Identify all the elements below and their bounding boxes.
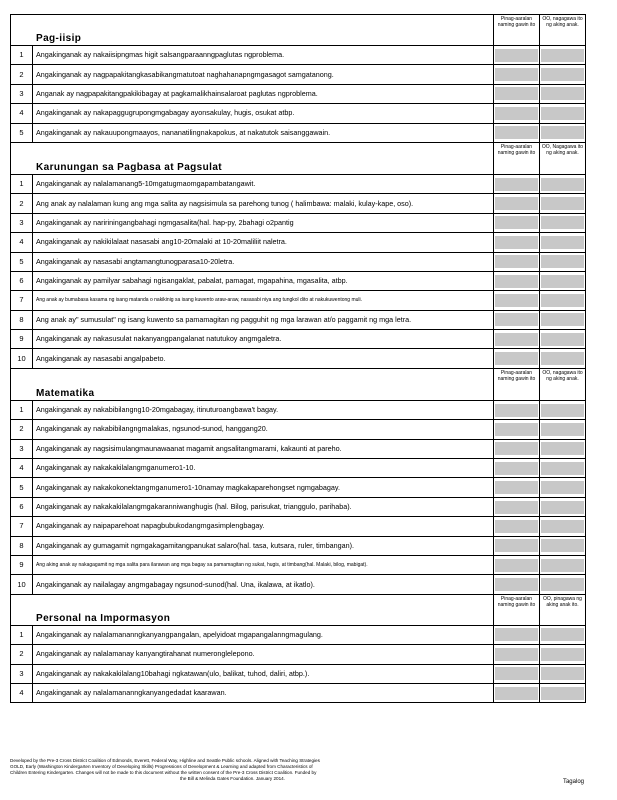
checkbox-learning[interactable] <box>494 65 540 84</box>
column-header-yes: OO, pinagawa ng aking anak ito. <box>540 594 586 625</box>
checklist-row <box>11 478 586 497</box>
checkbox-learning[interactable] <box>494 330 540 349</box>
checklist-row <box>11 123 586 142</box>
item-number: 1 <box>11 400 33 419</box>
item-text: Angakinganak ay nalalamanang5-10mgatugmaomgapambatangawit. <box>33 174 494 193</box>
checkbox-learning[interactable] <box>494 420 540 439</box>
checkbox-learning[interactable] <box>494 252 540 271</box>
item-number: 1 <box>11 625 33 644</box>
checkbox-learning[interactable] <box>494 459 540 478</box>
checkbox-learning[interactable] <box>494 497 540 516</box>
checkbox-learning[interactable] <box>494 555 540 574</box>
item-number: 3 <box>11 439 33 458</box>
checkbox-learning[interactable] <box>494 664 540 683</box>
footer-line-2: GOLD, Early (Washington Kindergarten Inventory of Developing Skills) Progressions of Development & Learning and adapted from Characteristics of <box>10 764 313 769</box>
checklist-row <box>11 683 586 702</box>
checkbox-yes[interactable] <box>540 330 586 349</box>
column-header-learning: Pinag-aaralan naming gawin ito <box>494 594 540 625</box>
column-header-yes: OO, nagagawa ito ng aking anak. <box>540 15 586 46</box>
checkbox-learning[interactable] <box>494 310 540 329</box>
checkbox-yes[interactable] <box>540 65 586 84</box>
checkbox-yes[interactable] <box>540 459 586 478</box>
checklist-row <box>11 233 586 252</box>
checkbox-learning[interactable] <box>494 400 540 419</box>
item-text: Angakinganak ay pamilyar sabahagi ngisangaklat, pabalat, pamagat, mgapahina, mgasalita, atbp. <box>33 271 494 290</box>
checklist-row <box>11 330 586 349</box>
checkbox-yes[interactable] <box>540 252 586 271</box>
checkbox-learning[interactable] <box>494 536 540 555</box>
item-number: 9 <box>11 330 33 349</box>
checklist-row <box>11 625 586 644</box>
checklist-row <box>11 575 586 594</box>
checkbox-learning[interactable] <box>494 233 540 252</box>
checklist-table <box>10 14 586 703</box>
checklist-row <box>11 645 586 664</box>
item-text: Angakinganak ay nakabibilangng10-20mgabagay, itinuturoangbawa't bagay. <box>33 400 494 419</box>
item-number: 8 <box>11 310 33 329</box>
footer-line-1: Developed by the Pre-3 Cross District Coalition of Edmonds, Everett, Federal Way, Highline and Seattle Public schools. Aligned with Teaching Strategies <box>10 758 320 763</box>
checklist-row <box>11 420 586 439</box>
item-text: Angakinganak ay nagsisimulangmaunawaanat magamit angsalitangmarami, kakaunti at pareho. <box>33 439 494 458</box>
checkbox-learning[interactable] <box>494 104 540 123</box>
item-text: Ang aking anak ay nakagagamit ng mga salita para ilarawan ang mga bagay sa pamamagitan ng sukat, hugis, at timbang(hal. Malaki, bilog, mabigat). <box>33 555 494 574</box>
checkbox-learning[interactable] <box>494 174 540 193</box>
checkbox-yes[interactable] <box>540 291 586 310</box>
checklist-row <box>11 310 586 329</box>
item-text: Anganak ay nagpapakitangpakikibagay at pagkamalikhainsalaroat paglutas ngproblema. <box>33 84 494 103</box>
item-number: 4 <box>11 459 33 478</box>
checklist-row <box>11 459 586 478</box>
checklist-row <box>11 271 586 290</box>
checklist-row <box>11 84 586 103</box>
item-number: 7 <box>11 291 33 310</box>
checkbox-yes[interactable] <box>540 555 586 574</box>
checkbox-yes[interactable] <box>540 213 586 232</box>
item-number: 5 <box>11 123 33 142</box>
column-header-yes: OO, nagagawa ito ng aking anak. <box>540 368 586 400</box>
section-header <box>11 142 586 174</box>
checkbox-yes[interactable] <box>540 310 586 329</box>
checkbox-yes[interactable] <box>540 664 586 683</box>
column-header-learning: Pinag-aaralan naming gawin ito <box>494 142 540 174</box>
checklist-row <box>11 65 586 84</box>
section-title: Matematika <box>11 368 494 400</box>
section-header <box>11 594 586 625</box>
item-number: 6 <box>11 497 33 516</box>
item-text: Angakinganak ay nasasabi angtamangtunogparasa10-20letra. <box>33 252 494 271</box>
item-text: Angakinganak ay nakauupongmaayos, nananatilingnakapokus, at nakatutok saisanggawain. <box>33 123 494 142</box>
checkbox-learning[interactable] <box>494 271 540 290</box>
checkbox-yes[interactable] <box>540 400 586 419</box>
checkbox-learning[interactable] <box>494 84 540 103</box>
item-text: Angakinganak ay nakikilalaat nasasabi ang10-20malaki at 10-20maliliit naletra. <box>33 233 494 252</box>
item-text: Angakinganak ay nalalamananngkanyangedadat kaarawan. <box>33 683 494 702</box>
item-text: Angakinganak ay naririningangbahagi ngmgasalita(hal. hap-py, 2bahagi o2pantig <box>33 213 494 232</box>
checklist-row <box>11 194 586 213</box>
item-text: Angakinganak ay nakaiisipngmas higit salsangparaanngpaglutas ngproblema. <box>33 46 494 65</box>
checklist-row <box>11 439 586 458</box>
item-text: Angakinganak ay nasasabi angalpabeto. <box>33 349 494 368</box>
column-header-learning: Pinag-aaralan naming gawin ito <box>494 368 540 400</box>
checkbox-learning[interactable] <box>494 645 540 664</box>
checklist-row <box>11 664 586 683</box>
checkbox-yes[interactable] <box>540 536 586 555</box>
item-number: 4 <box>11 233 33 252</box>
item-number: 2 <box>11 194 33 213</box>
item-number: 2 <box>11 65 33 84</box>
item-text: Angakinganak ay nakakakilalangmgakaranniwanghugis (hal. Bilog, parisukat, trianggulo, parihaba). <box>33 497 494 516</box>
item-text: Ang anak ay" sumusulat" ng isang kuwento sa pamamagitan ng pagguhit ng mga larawan at/o paggamit ng mga letra. <box>33 310 494 329</box>
checkbox-yes[interactable] <box>540 123 586 142</box>
checkbox-learning[interactable] <box>494 349 540 368</box>
item-text: Angakinganak ay nakabibilangngmalakas, ngsunod-sunod, hanggang20. <box>33 420 494 439</box>
item-text: Angakinganak ay nakakakilalangmganumero1-10. <box>33 459 494 478</box>
checklist-row <box>11 400 586 419</box>
checklist-sheet <box>10 14 585 703</box>
footer-credits <box>10 758 585 782</box>
checkbox-learning[interactable] <box>494 575 540 594</box>
checkbox-yes[interactable] <box>540 104 586 123</box>
item-number: 5 <box>11 478 33 497</box>
checkbox-learning[interactable] <box>494 213 540 232</box>
checklist-row <box>11 213 586 232</box>
checklist-row <box>11 104 586 123</box>
item-number: 10 <box>11 349 33 368</box>
item-text: Angakinganak ay nakapaggugrupongmgabagay ayonsakulay, hugis, osukat atbp. <box>33 104 494 123</box>
checkbox-learning[interactable] <box>494 194 540 213</box>
checkbox-learning[interactable] <box>494 625 540 644</box>
item-number: 3 <box>11 213 33 232</box>
checklist-row <box>11 555 586 574</box>
checkbox-yes[interactable] <box>540 271 586 290</box>
checkbox-learning[interactable] <box>494 291 540 310</box>
checkbox-yes[interactable] <box>540 349 586 368</box>
column-header-learning: Pinag-aaralan naming gawin ito <box>494 15 540 46</box>
checkbox-learning[interactable] <box>494 683 540 702</box>
checkbox-yes[interactable] <box>540 625 586 644</box>
item-number: 10 <box>11 575 33 594</box>
item-text: Angakinganak ay nalalamanay kanyangtirahanat numeronglelepono. <box>33 645 494 664</box>
item-text: Angakinganak ay nailalagay angmgabagay ngsunod-sunod(hal. Una, ikalawa, at ikatlo). <box>33 575 494 594</box>
item-text: Angakinganak ay nakakokonektangmganumero1-10namay magkakaparehongset ngmgabagay. <box>33 478 494 497</box>
item-number: 8 <box>11 536 33 555</box>
checkbox-yes[interactable] <box>540 439 586 458</box>
checklist-row <box>11 174 586 193</box>
checkbox-yes[interactable] <box>540 420 586 439</box>
item-number: 4 <box>11 104 33 123</box>
item-number: 2 <box>11 645 33 664</box>
section-header <box>11 15 586 46</box>
item-number: 9 <box>11 555 33 574</box>
item-number: 1 <box>11 174 33 193</box>
section-header <box>11 368 586 400</box>
checkbox-yes[interactable] <box>540 683 586 702</box>
checkbox-yes[interactable] <box>540 517 586 536</box>
item-text: Ang anak ay nalalaman kung ang mga salita ay nagsisimula sa parehong tunog ( halimbawa: malaki, kulay-kape, oso). <box>33 194 494 213</box>
checkbox-learning[interactable] <box>494 123 540 142</box>
section-title: Personal na Impormasyon <box>11 594 494 625</box>
item-text: Angakinganak ay gumagamit ngmgakagamitangpanukat salaro(hal. tasa, kutsara, ruler, timbangan). <box>33 536 494 555</box>
item-number: 1 <box>11 46 33 65</box>
item-number: 5 <box>11 252 33 271</box>
item-text: Angakinganak ay nagpapakitangkasabikangmatutoat naghahanapngmgasagot samgatanong. <box>33 65 494 84</box>
checklist-row <box>11 349 586 368</box>
checkbox-yes[interactable] <box>540 478 586 497</box>
checkbox-learning[interactable] <box>494 439 540 458</box>
checklist-row <box>11 46 586 65</box>
checkbox-yes[interactable] <box>540 194 586 213</box>
checkbox-yes[interactable] <box>540 575 586 594</box>
checkbox-yes[interactable] <box>540 233 586 252</box>
checklist-row <box>11 252 586 271</box>
checkbox-yes[interactable] <box>540 46 586 65</box>
checklist-row <box>11 536 586 555</box>
item-text: Angakinganak ay nakasusulat nakanyangpangalanat natutukoy angmgaletra. <box>33 330 494 349</box>
item-number: 7 <box>11 517 33 536</box>
checklist-row <box>11 497 586 516</box>
column-header-yes: OO, Nagagawa ito ng aking anak. <box>540 142 586 174</box>
item-text: Angakinganak ay nalalamananngkanyangpangalan, apelyidoat mgapangalanngmagulang. <box>33 625 494 644</box>
footer-line-4: the Bill & Melinda Gates Foundation. January 2014. <box>180 776 285 781</box>
checkbox-yes[interactable] <box>540 84 586 103</box>
checkbox-yes[interactable] <box>540 497 586 516</box>
section-title: Karunungan sa Pagbasa at Pagsulat <box>11 142 494 174</box>
footer-line-3: Children Entering Kindergarten. Changes will not be made to this document without the written consent of the Pre-3 Cross District Coalition. Funded by <box>10 770 317 775</box>
checkbox-learning[interactable] <box>494 517 540 536</box>
item-text: Ang anak ay bumabasa kasama ng isang matanda o nakikinig sa isang kuwento araw-araw, nasasabi niya ang tungkol dito at nakukuwentong muli. <box>33 291 494 310</box>
checkbox-learning[interactable] <box>494 46 540 65</box>
language-label: Tagalog <box>562 779 584 785</box>
item-number: 2 <box>11 420 33 439</box>
checkbox-yes[interactable] <box>540 645 586 664</box>
item-number: 3 <box>11 84 33 103</box>
item-number: 4 <box>11 683 33 702</box>
item-text: Angakinganak ay nakakakilalang10bahagi ngkatawan(ulo, balikat, tuhod, daliri, atbp.). <box>33 664 494 683</box>
checkbox-yes[interactable] <box>540 174 586 193</box>
checklist-row <box>11 517 586 536</box>
item-number: 6 <box>11 271 33 290</box>
section-title: Pag-iisip <box>11 15 494 46</box>
checkbox-learning[interactable] <box>494 478 540 497</box>
checklist-row <box>11 291 586 310</box>
item-number: 3 <box>11 664 33 683</box>
item-text: Angakinganak ay naipaparehoat napagbubukodangmgasimplengbagay. <box>33 517 494 536</box>
